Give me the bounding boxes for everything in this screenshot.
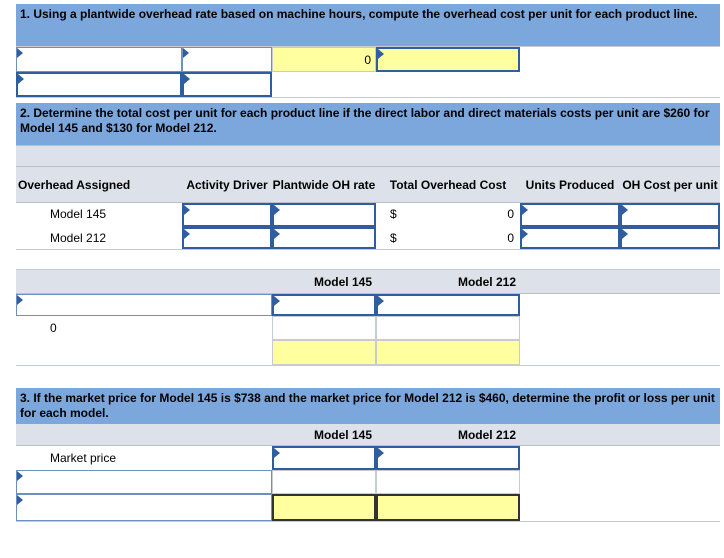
model-145-units-input[interactable] xyxy=(520,203,620,227)
question-3-text: 3. If the market price for Model 145 is $738 and the market price for Model 212 is $460, determine the profit or loss per unit for each model. xyxy=(16,388,720,424)
header-oh-cost-per-unit: OH Cost per unit xyxy=(622,178,718,192)
question-2-text: 2. Determine the total cost per unit for each product line if the direct labor and direct materials costs per unit are $260 for Model 145 and $130 for Model 212. xyxy=(16,103,720,145)
q1-rate-unit-input[interactable] xyxy=(376,47,520,72)
divider xyxy=(16,97,720,98)
model-212-total-overhead: 0 xyxy=(507,231,514,245)
row-label-model-212: Model 212 xyxy=(50,231,107,245)
cost-model-212-input-1[interactable] xyxy=(376,294,520,316)
model-212-oh-per-unit-input[interactable] xyxy=(620,227,720,249)
cost-row-label: 0 xyxy=(50,321,57,335)
total-cost-model-145 xyxy=(272,340,376,365)
market-price-model-212-input[interactable] xyxy=(376,446,520,470)
cost-model-145-input-1[interactable] xyxy=(272,294,376,316)
currency-symbol: $ xyxy=(390,231,397,245)
header-overhead-assigned: Overhead Assigned xyxy=(18,178,131,192)
spacer-row xyxy=(16,145,720,167)
divider xyxy=(16,521,720,522)
q1-rate-value: 0 xyxy=(272,47,376,72)
divider xyxy=(16,249,720,250)
q3-header-model-145: Model 145 xyxy=(313,428,372,442)
q1-label-input-2[interactable] xyxy=(16,72,182,97)
market-price-label: Market price xyxy=(50,451,117,465)
q1-driver-input-2[interactable] xyxy=(182,72,272,97)
profit-loss-model-145 xyxy=(272,494,376,521)
header-total-overhead: Total Overhead Cost xyxy=(389,178,507,192)
q3-model-145-cell xyxy=(272,470,376,494)
cost-label-input-1[interactable] xyxy=(16,294,272,316)
market-price-model-145-input[interactable] xyxy=(272,446,376,470)
q3-label-input[interactable] xyxy=(16,470,272,494)
model-145-total-overhead: 0 xyxy=(507,207,514,221)
q3-model-212-cell xyxy=(376,470,520,494)
cost-header-model-145: Model 145 xyxy=(313,275,372,289)
model-212-driver-input[interactable] xyxy=(182,227,272,249)
header-units-produced: Units Produced xyxy=(525,178,615,192)
header-plantwide-rate: Plantwide OH rate xyxy=(272,178,376,192)
model-145-rate-input[interactable] xyxy=(272,203,376,227)
cost-header-model-212: Model 212 xyxy=(457,275,516,289)
currency-symbol: $ xyxy=(390,207,397,221)
model-145-driver-input[interactable] xyxy=(182,203,272,227)
question-1-text: 1. Using a plantwide overhead rate based on machine hours, compute the overhead cost per unit for each product line. xyxy=(16,4,720,46)
q1-driver-input[interactable] xyxy=(182,47,272,72)
cost-model-212-cell-2 xyxy=(376,316,520,340)
q3-header-model-212: Model 212 xyxy=(457,428,516,442)
total-cost-model-212 xyxy=(376,340,520,365)
model-212-rate-input[interactable] xyxy=(272,227,376,249)
cost-model-145-cell-2 xyxy=(272,316,376,340)
row-label-model-145: Model 145 xyxy=(50,207,107,221)
header-activity-driver: Activity Driver xyxy=(186,178,268,192)
divider xyxy=(16,365,720,366)
model-212-units-input[interactable] xyxy=(520,227,620,249)
model-145-oh-per-unit-input[interactable] xyxy=(620,203,720,227)
profit-loss-model-212 xyxy=(376,494,520,521)
q1-label-input[interactable] xyxy=(16,47,182,72)
q3-result-label-input[interactable] xyxy=(16,494,272,521)
